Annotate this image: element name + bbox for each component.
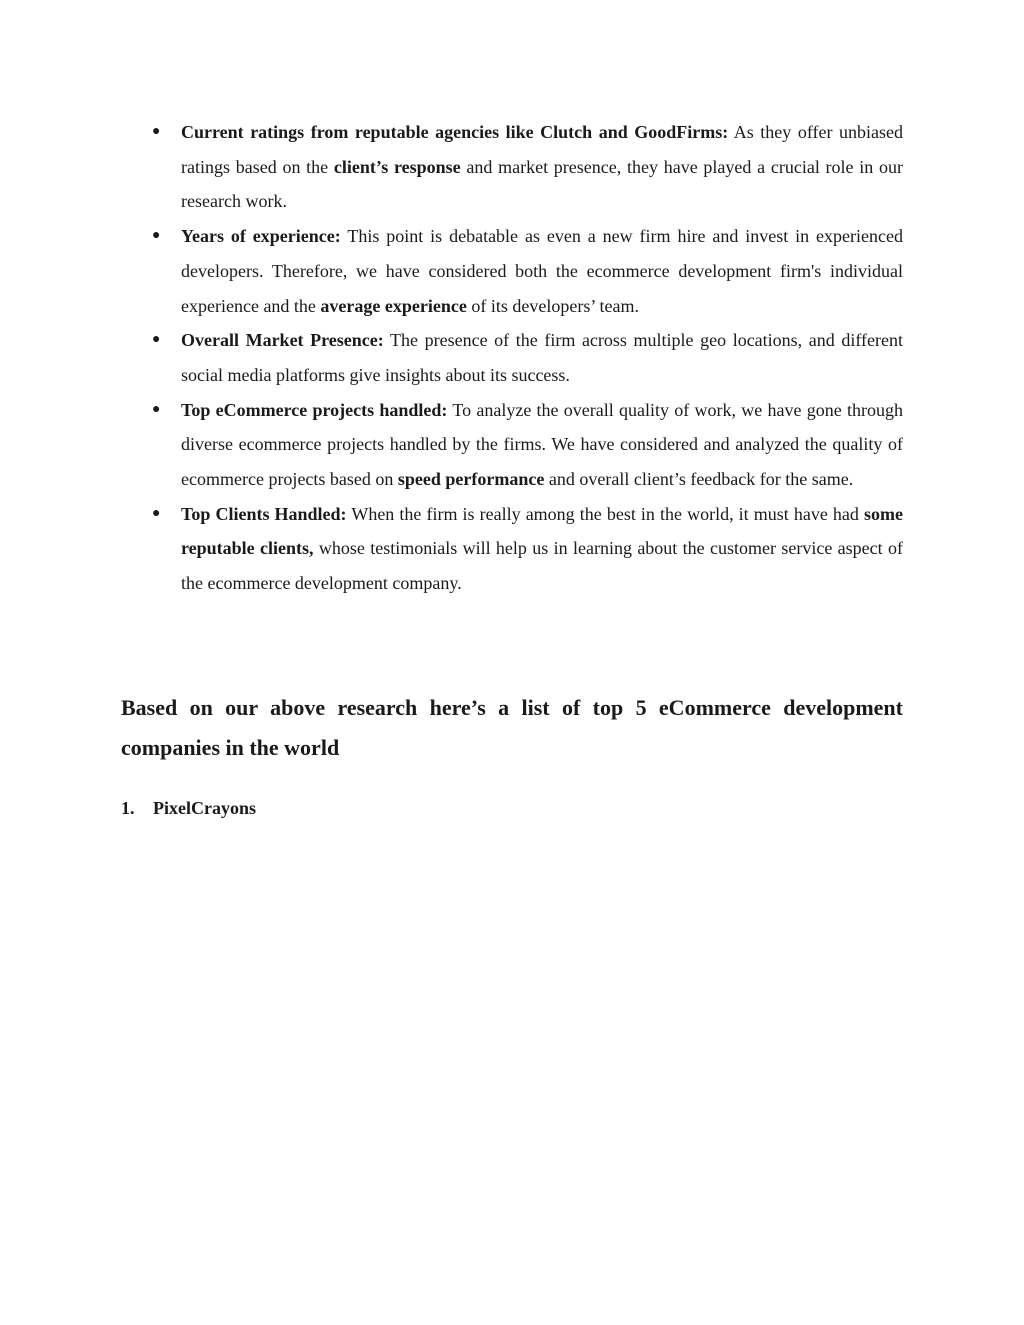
criteria-text: and market presence, they have played a crucial role in our research work. <box>181 156 903 212</box>
criteria-text: The presence of the firm across multiple geo locations, and different social media platforms give insights about its success. <box>181 330 903 385</box>
criteria-list <box>152 115 904 601</box>
criteria-lead: Top eCommerce projects handled: <box>181 399 448 420</box>
criteria-text: This point is debatable as even a new firm hire and invest in experienced developers. Therefore, we have considered both the ecommerce development firm's individual experience and the <box>181 226 904 316</box>
criteria-item-experience <box>152 219 904 323</box>
criteria-text: of its developers’ team. <box>466 295 639 316</box>
criteria-text: To analyze the overall quality of work, we have gone through diverse ecommerce projects handled by the firms. We have considered and analyzed the quality of ecommerce projects based on <box>181 399 903 490</box>
criteria-item-market-presence <box>152 323 903 392</box>
criteria-item-ratings <box>152 115 903 219</box>
company-number: 1. <box>121 798 135 818</box>
bullet-icon: ● <box>152 124 161 139</box>
criteria-lead: Current ratings from reputable agencies like Clutch and GoodFirms: <box>181 122 729 142</box>
criteria-emphasis: speed performance <box>397 469 545 490</box>
criteria-text: As they offer unbiased ratings based on the <box>181 122 903 177</box>
bullet-icon: ● <box>152 401 161 417</box>
bullet-icon: ● <box>152 505 161 521</box>
criteria-emphasis: client’s response <box>333 156 461 177</box>
company-name: PixelCrayons <box>153 798 256 818</box>
criteria-lead: Years of experience: <box>181 226 341 247</box>
bullet-icon: ● <box>152 228 161 244</box>
criteria-text: and overall client’s feedback for the same. <box>544 469 854 490</box>
criteria-text: When the firm is really among the best in the world, it must have had <box>346 503 864 524</box>
criteria-emphasis: average experience <box>320 295 467 316</box>
criteria-emphasis: some reputable clients, <box>181 503 903 559</box>
section-heading: Based on our above research here’s a list of top 5 eCommerce development companies in the world <box>121 695 903 760</box>
criteria-item-projects <box>152 393 903 497</box>
bullet-icon: ● <box>152 332 161 348</box>
criteria-lead: Overall Market Presence: <box>181 330 384 351</box>
criteria-item-clients <box>152 497 903 601</box>
criteria-lead: Top Clients Handled: <box>181 503 347 524</box>
criteria-text: whose testimonials will help us in learning about the customer service aspect of the ecommerce development company. <box>181 538 903 594</box>
company-list-item <box>121 796 256 820</box>
